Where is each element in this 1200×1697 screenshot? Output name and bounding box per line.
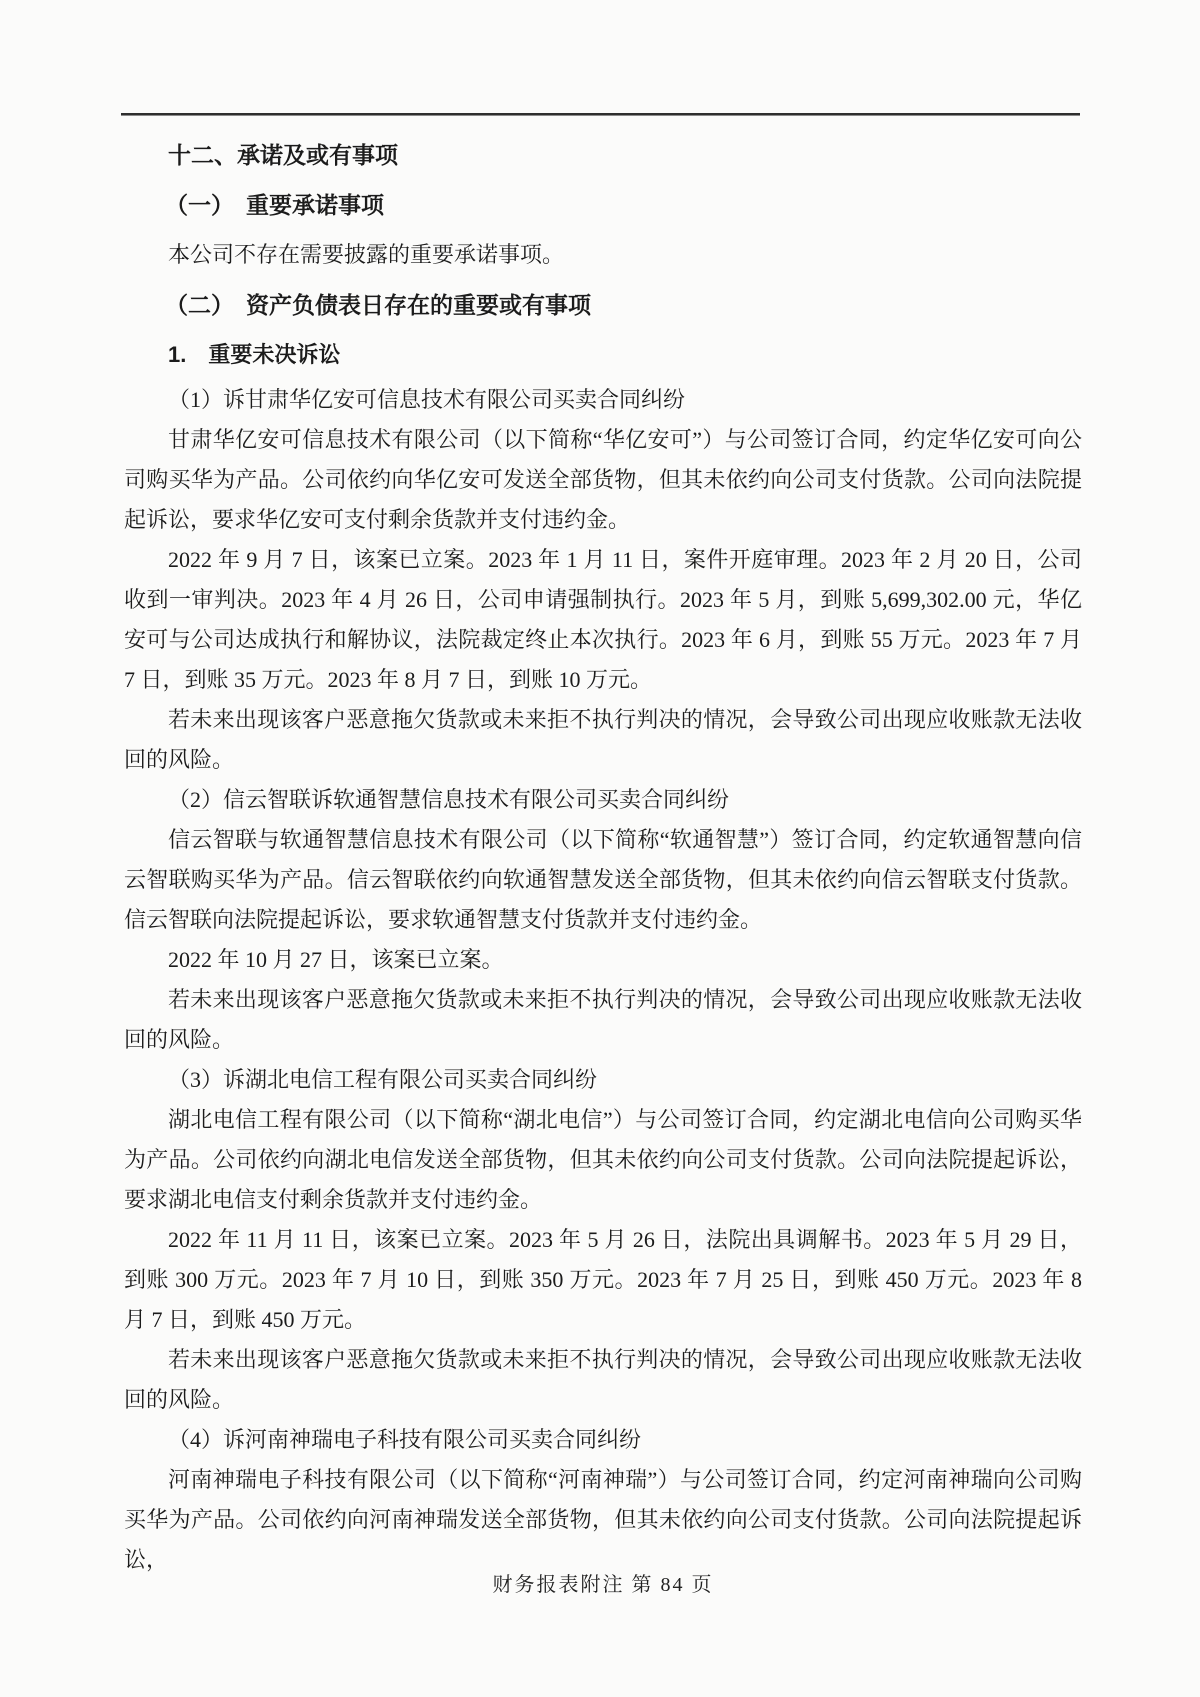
- document-body: [124, 130, 1082, 1580]
- heading-level-1: 十二、承诺及或有事项: [168, 142, 398, 168]
- heading-label: 1.: [168, 342, 187, 367]
- case-heading: （3）诉湖北电信工程有限公司买卖合同纠纷: [168, 1067, 598, 1092]
- body-paragraph: 2022 年 9 月 7 日，该案已立案。2023 年 1 月 11 日，案件开庭审理。2023 年 2 月 20 日，公司收到一审判决。2023 年 4 月 26 日，公司申请强制执行。2023 年 5 月，到账 5,699,302.00 元，华亿安可与公司达成执行和解协议，法院裁定终止本次执行。2023 年 6 月，到账 55 万元。2023 年 7 月 7 日，到账 35 万元。2023 年 8 月 7 日，到账 10 万元。: [124, 547, 1082, 692]
- body-paragraph: 信云智联与软通智慧信息技术有限公司（以下简称“软通智慧”）签订合同，约定软通智慧向信云智联购买华为产品。信云智联依约向软通智慧发送全部货物，但其未依约向信云智联支付货款。信云智联向法院提起诉讼，要求软通智慧支付货款并支付违约金。: [124, 827, 1082, 932]
- intro-paragraph: 本公司不存在需要披露的重要承诺事项。: [168, 242, 565, 267]
- header-rule: [121, 113, 1080, 116]
- heading-level-3: [124, 330, 1082, 380]
- heading-label: （二）: [165, 292, 234, 318]
- heading-level-2: [124, 280, 1082, 330]
- case-heading: （2）信云智联诉软通智慧信息技术有限公司买卖合同纠纷: [168, 787, 730, 812]
- heading-level-2: [124, 180, 1082, 230]
- body-paragraph: 湖北电信工程有限公司（以下简称“湖北电信”）与公司签订合同，约定湖北电信向公司购买华为产品。公司依约向湖北电信发送全部货物，但其未依约向公司支付货款。公司向法院提起诉讼，要求湖北电信支付剩余货款并支付违约金。: [124, 1107, 1082, 1212]
- heading-title: 重要承诺事项: [246, 192, 384, 218]
- body-paragraph: 2022 年 10 月 27 日，该案已立案。: [168, 947, 504, 972]
- body-paragraph: 甘肃华亿安可信息技术有限公司（以下简称“华亿安可”）与公司签订合同，约定华亿安可向公司购买华为产品。公司依约向华亿安可发送全部货物，但其未依约向公司支付货款。公司向法院提起诉讼，要求华亿安可支付剩余货款并支付违约金。: [124, 427, 1082, 532]
- footer-text: 财务报表附注 第 84 页: [492, 1574, 714, 1596]
- body-paragraph: 若未来出现该客户恶意拖欠货款或未来拒不执行判决的情况，会导致公司出现应收账款无法收回的风险。: [124, 707, 1082, 772]
- body-paragraph: 若未来出现该客户恶意拖欠货款或未来拒不执行判决的情况，会导致公司出现应收账款无法收回的风险。: [124, 987, 1082, 1052]
- body-paragraph: 若未来出现该客户恶意拖欠货款或未来拒不执行判决的情况，会导致公司出现应收账款无法收回的风险。: [124, 1347, 1082, 1412]
- heading-title: 资产负债表日存在的重要或有事项: [246, 292, 591, 318]
- page-footer: [124, 1568, 1082, 1597]
- body-paragraph: 河南神瑞电子科技有限公司（以下简称“河南神瑞”）与公司签订合同，约定河南神瑞向公司购买华为产品。公司依约向河南神瑞发送全部货物，但其未依约向公司支付货款。公司向法院提起诉讼，: [124, 1467, 1082, 1572]
- case-heading: （4）诉河南神瑞电子科技有限公司买卖合同纠纷: [168, 1427, 642, 1452]
- heading-title: 重要未决诉讼: [208, 342, 341, 367]
- heading-label: （一）: [165, 192, 234, 218]
- body-paragraph: 2022 年 11 月 11 日，该案已立案。2023 年 5 月 26 日，法院出具调解书。2023 年 5 月 29 日，到账 300 万元。2023 年 7 月 10 日，到账 350 万元。2023 年 7 月 25 日，到账 450 万元。2023 年 8 月 7 日，到账 450 万元。: [124, 1227, 1082, 1332]
- case-heading: （1）诉甘肃华亿安可信息技术有限公司买卖合同纠纷: [168, 387, 686, 412]
